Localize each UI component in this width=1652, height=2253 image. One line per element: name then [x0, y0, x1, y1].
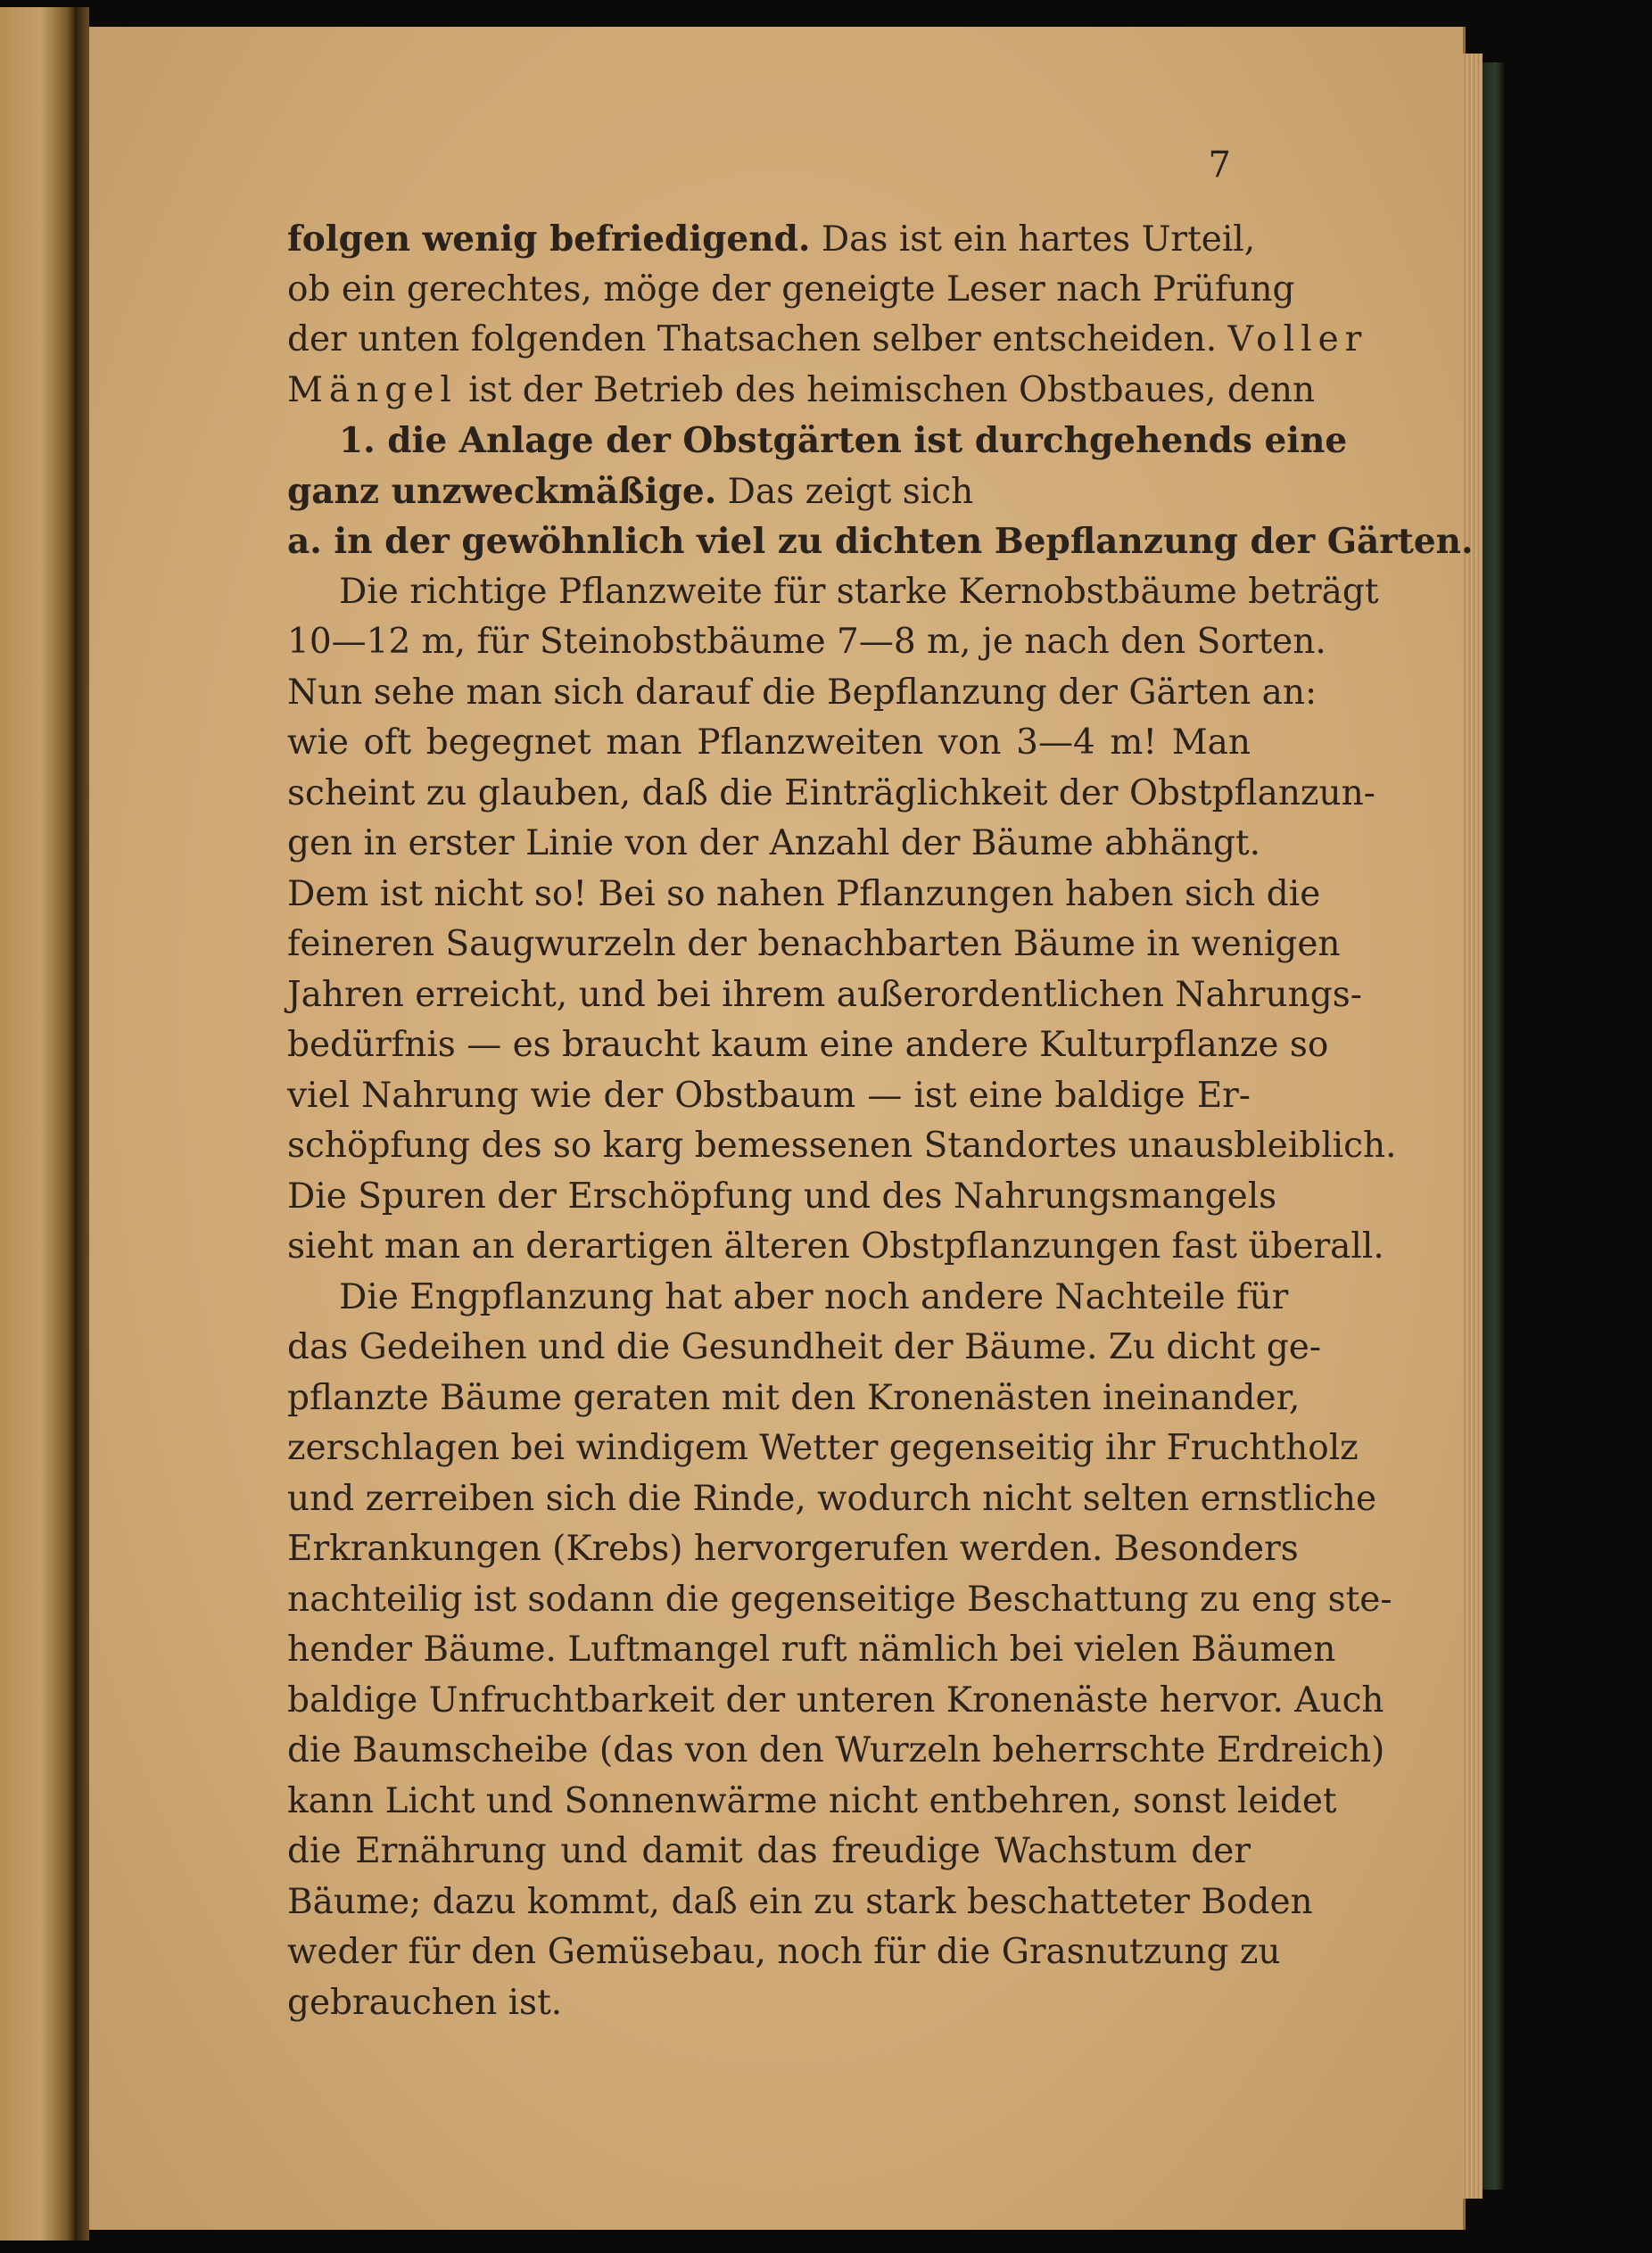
text-line [287, 1172, 1277, 1223]
line-text: Die Spuren der Erschöpfung und des Nahrungsmangels [287, 1176, 1277, 1217]
body-text [287, 214, 1474, 2028]
page-stack-edge [1463, 54, 1483, 2199]
text-line [287, 668, 1317, 719]
bold-phrase: ganz unzweckmäßige. [287, 470, 717, 512]
book-gutter [75, 7, 89, 2241]
line-text: die Ernährung und damit das freudige Wachstum der [287, 1831, 1251, 1871]
line-text: Dem ist nicht so! Bei so nahen Pflanzungen haben sich die [287, 873, 1321, 914]
text-line [287, 1978, 1251, 2029]
line-text: scheint zu glauben, daß die Einträglichkeit der Obstpflanzun- [287, 772, 1375, 813]
line-text: ob ein gerechtes, möge der geneigte Leser nach Prüfung [287, 268, 1295, 309]
line-text: das Gedeihen und die Gesundheit der Bäume. Zu dicht ge- [287, 1327, 1322, 1367]
text-line [287, 718, 1251, 769]
left-page-edge [0, 7, 75, 2241]
line-text: Das zeigt sich [716, 471, 974, 512]
line-text: baldige Unfruchtbarkeit der unteren Kronenäste hervor. Auch [287, 1679, 1384, 1721]
line-text: die Baumscheibe (das von den Wurzeln beherrschte Erdreich) [287, 1730, 1385, 1770]
text-line [287, 516, 1474, 567]
line-text: hender Bäume. Luftmangel ruft nämlich bei vielen Bäumen [287, 1630, 1336, 1670]
text-line [287, 1524, 1299, 1575]
line-text: zerschlagen bei windigem Wetter gegenseitig ihr Fruchtholz [287, 1428, 1359, 1468]
line-text: bedürfnis — es braucht kaum eine andere Kulturpflanze so [287, 1025, 1329, 1065]
line-text: und zerreiben sich die Rinde, wodurch nicht selten ernstliche [287, 1478, 1377, 1519]
line-text: Das ist ein hartes Urteil, [810, 219, 1256, 260]
line-text: Nun sehe man sich darauf die Bepflanzung der Gärten an: [287, 672, 1317, 713]
text-line [287, 617, 1326, 668]
text-line [287, 1222, 1384, 1273]
bold-phrase: a. in der gewöhnlich viel zu dichten Bepflanzung der Gärten. [287, 521, 1474, 562]
text-line [287, 1323, 1322, 1374]
bold-phrase: 1. die Anlage der Obstgärten ist durchgehends eine [339, 420, 1348, 461]
text-line [287, 1374, 1301, 1424]
text-line [287, 1726, 1385, 1777]
line-text: schöpfung des so karg bemessenen Standortes unausbleiblich. [287, 1126, 1397, 1166]
line-text: ist der Betrieb des heimischen Obstbaues, denn [457, 369, 1316, 410]
text-line [287, 1575, 1392, 1626]
bold-phrase: folgen wenig befriedigend. [287, 219, 811, 260]
text-line [287, 1676, 1384, 1727]
line-text: gebrauchen ist. [287, 1982, 563, 2023]
line-text: nachteilig ist sodann die gegenseitige Beschattung zu eng ste- [287, 1579, 1392, 1620]
text-line [287, 366, 1316, 417]
line-text: gen in erster Linie von der Anzahl der Bäume abhängt. [287, 823, 1261, 863]
text-line [287, 819, 1261, 870]
text-line [287, 416, 1348, 466]
text-line [287, 1474, 1377, 1525]
page-number: 7 [1208, 144, 1231, 186]
text-line [287, 1273, 1289, 1324]
line-text: wie oft begegnet man Pflanzweiten von 3—4 m! Man [287, 722, 1251, 763]
spaced-emphasis: Mängel [287, 369, 458, 410]
text-line [287, 1827, 1251, 1878]
text-line [287, 1625, 1336, 1676]
text-line [287, 567, 1379, 618]
text-line [287, 769, 1375, 820]
text-line [287, 870, 1321, 920]
line-text: weder für den Gemüsebau, noch für die Grasnutzung zu [287, 1932, 1281, 1972]
line-text: Die Engpflanzung hat aber noch andere Nachteile für [339, 1276, 1289, 1317]
line-text: Jahren erreicht, und bei ihrem außerordentlichen Nahrungs- [287, 974, 1362, 1015]
text-line [287, 1121, 1397, 1172]
line-text: 10—12 m, für Steinobstbäume 7—8 m, je nach den Sorten. [287, 622, 1326, 662]
text-line [287, 1927, 1281, 1978]
line-text: viel Nahrung wie der Obstbaum — ist eine baldige Er- [287, 1075, 1251, 1116]
line-text: feineren Saugwurzeln der benachbarten Bäume in wenigen [287, 924, 1341, 964]
line-text: sieht man an derartigen älteren Obstpflanzungen fast überall. [287, 1226, 1384, 1267]
line-text: der unten folgenden Thatsachen selber entscheiden. [287, 319, 1228, 359]
text-line [287, 920, 1341, 970]
line-text: Erkrankungen (Krebs) hervorgerufen werden. Besonders [287, 1529, 1299, 1569]
spaced-emphasis: Voller [1227, 319, 1368, 359]
text-line [287, 1020, 1329, 1071]
text-line [287, 466, 1251, 517]
line-text: Bäume; dazu kommt, daß ein zu stark beschatteter Boden [287, 1881, 1313, 1922]
line-text: kann Licht und Sonnenwärme nicht entbehren, sonst leidet [287, 1780, 1337, 1821]
book-cover-edge [1483, 62, 1504, 2190]
text-line [287, 1878, 1313, 1928]
line-text: pflanzte Bäume geraten mit den Kronenästen ineinander, [287, 1377, 1301, 1418]
text-line [287, 265, 1295, 316]
text-line [287, 214, 1256, 265]
text-line [287, 315, 1368, 366]
line-text: Die richtige Pflanzweite für starke Kernobstbäume beträgt [339, 571, 1379, 612]
text-line [287, 970, 1362, 1021]
text-line [287, 1777, 1337, 1828]
text-line [287, 1071, 1251, 1122]
text-line [287, 1424, 1359, 1474]
